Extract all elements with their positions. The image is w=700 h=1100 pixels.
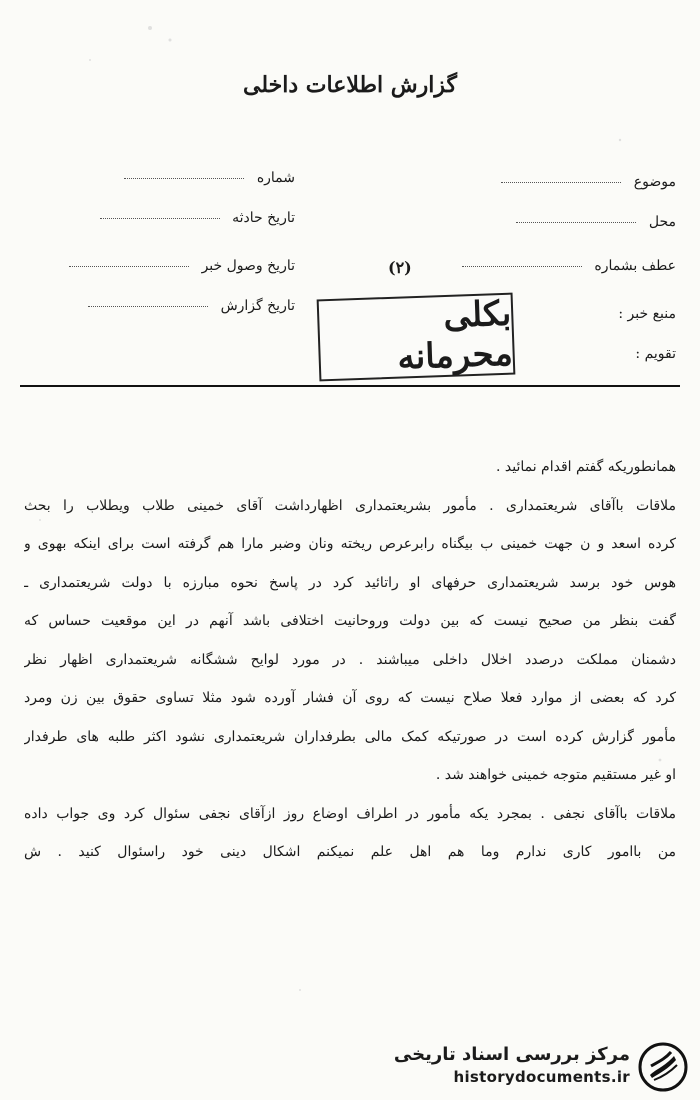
body-line: گفت بنظر من صحیح نیست که بین دولت وروحانیت اختلافی باشد آنهم در این موقعیت حساس که	[24, 613, 676, 629]
body-line: هوس خود برسد شریعتمداری حرفهای او راتائید کرد در پاسخ نحوه مبارزه با دولت شریعتمداری ـ	[24, 574, 676, 591]
header-divider	[20, 385, 680, 387]
body-line: او غیر مستقیم متوجه خمینی خواهند شد .	[435, 767, 676, 783]
field-report-date-label: تاریخ گزارش	[220, 298, 295, 314]
field-place-blank	[516, 222, 636, 223]
document-title: گزارش اطلاعات داخلی	[243, 72, 457, 98]
body-line: کرده اسعد و ن جهت خمینی ب بیگناه رابرعرص ریخته ونان وضبر مارا هم گرفته است برای اینکه بهوی و	[24, 536, 676, 552]
confidential-stamp-text: بکلی محرمانه	[396, 293, 514, 378]
field-subject-label: موضوع	[633, 174, 676, 190]
watermark-footer	[393, 1042, 690, 1092]
book-emblem-icon	[638, 1042, 688, 1092]
field-news-receipt-date-blank	[69, 266, 189, 267]
body-line: همانطوریکه گفتم اقدام نمائید .	[495, 459, 676, 475]
field-number	[124, 170, 295, 186]
body-line: دشمنان مملکت درصدد اخلال داخلی میباشند . در مورد لوایح ششگانه شریعتمداری اظهار نظر	[24, 651, 676, 668]
field-reference-number-blank	[462, 266, 582, 267]
body-line: ملاقات باآقای شریعتمداری . مأمور بشریعتمداری اظهارداشت آقای خمینی طلاب ویطلاب را بحث	[24, 497, 676, 514]
field-news-receipt-date	[69, 258, 295, 274]
field-news-receipt-date-label: تاریخ وصول خبر	[201, 258, 295, 274]
document-number: (۲)	[388, 258, 412, 277]
field-report-date	[88, 298, 295, 314]
field-incident-date-blank	[100, 218, 220, 219]
footer-url: historydocuments.ir	[453, 1068, 630, 1086]
body-line: کرد که بعضی از موارد فعلا صلاح نیست که روی آن فشار آورده شود مثلا تساوی حقوق بین زن ومرد	[24, 690, 676, 706]
field-place-label: محل	[648, 214, 676, 230]
field-incident-date	[100, 210, 295, 226]
field-report-date-blank	[88, 306, 208, 307]
body-line: من باامور کاری ندارم وما هم اهل علم نمیکنم اشکال دینی خود راسئوال کنید . ش	[24, 844, 676, 860]
confidential-stamp	[317, 293, 516, 382]
field-evaluation	[635, 346, 676, 362]
field-news-source-label: منبع خبر :	[618, 306, 676, 322]
field-number-blank	[124, 178, 244, 179]
field-subject	[501, 174, 676, 190]
report-body	[24, 448, 676, 872]
body-line: مأمور گزارش کرده است در صورتیکه کمک مالی بطرفداران شریعتمداری نشود اکثر طلبه های طرفدار	[24, 728, 676, 745]
field-news-source	[618, 306, 676, 322]
field-number-label: شماره	[256, 170, 295, 186]
field-evaluation-label: تقویم :	[635, 346, 676, 362]
field-subject-blank	[501, 182, 621, 183]
body-line: ملاقات باآقای نجفی . بمجرد یکه مأمور در اطراف اوضاع روز ازآقای نجفی سئوال کرد وی جواب داده	[24, 805, 676, 822]
field-incident-date-label: تاریخ حادثه	[232, 210, 295, 226]
field-reference-number	[462, 258, 676, 274]
footer-site-name: مرکز بررسی اسناد تاریخی	[393, 1044, 630, 1065]
field-place	[516, 214, 676, 230]
field-reference-number-label: عطف بشماره	[594, 258, 676, 274]
